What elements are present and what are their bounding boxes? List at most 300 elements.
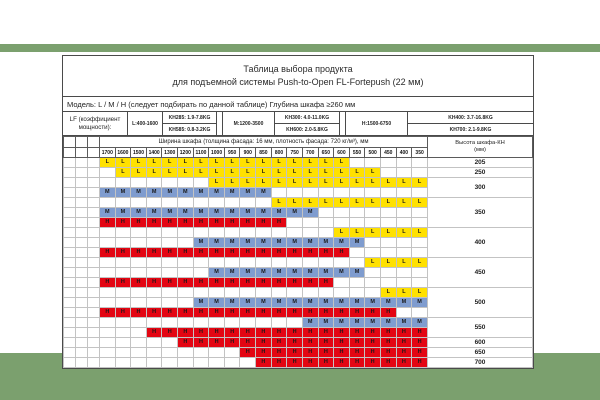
lf-kh-L-row1: KH285: 1.9-7.8KG [163,112,216,124]
band-cell-L: L [365,178,381,188]
grid-cell-empty [131,298,147,308]
empty-cell [64,188,76,198]
grid-cell-empty [193,178,209,188]
grid-cell-empty [240,258,256,268]
empty-cell [64,148,76,158]
width-value: 450 [380,148,396,158]
grid-cell-empty [349,248,365,258]
width-value: 550 [349,148,365,158]
grid-cell-empty [318,188,334,198]
band-cell-H: H [240,348,256,358]
band-cell-H: H [318,348,334,358]
grid-cell-empty [271,318,287,328]
band-cell-H: H [256,308,272,318]
lf-kh-M-row1: KH300: 4.0-11.0KG [275,112,339,124]
band-cell-M: M [100,188,116,198]
band-cell-H: H [162,278,178,288]
band-cell-H: H [302,338,318,348]
band-cell-L: L [349,178,365,188]
band-cell-L: L [302,168,318,178]
height-value: 205 [428,158,533,168]
grid-cell-empty [412,158,428,168]
band-cell-H: H [100,278,116,288]
band-cell-L: L [365,228,381,238]
band-cell-H: H [240,218,256,228]
empty-cell [88,338,100,348]
band-cell-M: M [209,188,225,198]
band-cell-H: H [349,358,365,368]
band-cell-M: M [240,188,256,198]
band-cell-M: M [193,238,209,248]
grid-cell-empty [209,348,225,358]
empty-cell [64,268,76,278]
band-cell-H: H [256,278,272,288]
grid-cell-empty [162,298,178,308]
grid-cell-empty [209,228,225,238]
band-cell-M: M [178,188,194,198]
band-cell-H: H [271,248,287,258]
grid-cell-empty [287,228,303,238]
grid-cell-empty [365,278,381,288]
band-cell-L: L [271,168,287,178]
band-cell-M: M [318,318,334,328]
band-cell-H: H [412,328,428,338]
band-cell-H: H [224,248,240,258]
width-value: 1400 [146,148,162,158]
grid-cell-empty [412,208,428,218]
grid-cell-empty [287,318,303,328]
band-cell-H: H [287,308,303,318]
top-green-band [0,44,600,52]
grid-cell-empty [240,288,256,298]
grid-row [64,198,533,208]
grid-cell-empty [115,298,131,308]
band-cell-H: H [365,308,381,318]
band-cell-M: M [302,298,318,308]
band-cell-L: L [396,288,412,298]
band-cell-H: H [334,328,350,338]
grid-cell-empty [131,338,147,348]
grid-cell-empty [318,208,334,218]
band-cell-H: H [224,328,240,338]
band-cell-H: H [318,338,334,348]
band-cell-M: M [302,238,318,248]
grid-row [64,158,533,168]
band-cell-H: H [178,328,194,338]
band-cell-H: H [287,348,303,358]
grid-cell-empty [178,268,194,278]
empty-cell [64,208,76,218]
band-cell-H: H [271,338,287,348]
grid-cell-empty [100,238,116,248]
grid-cell-empty [115,348,131,358]
grid-cell-empty [334,278,350,288]
grid-cell-empty [287,188,303,198]
grid-cell-empty [146,318,162,328]
band-cell-M: M [224,208,240,218]
band-cell-M: M [287,298,303,308]
band-cell-H: H [287,278,303,288]
band-cell-H: H [240,248,256,258]
empty-cell [88,298,100,308]
grid-cell-empty [334,188,350,198]
empty-cell [64,358,76,368]
grid-cell-empty [100,258,116,268]
grid-cell-empty [412,268,428,278]
grid-cell-empty [100,288,116,298]
grid-cell-empty [256,258,272,268]
band-cell-H: H [131,278,147,288]
band-cell-H: H [271,358,287,368]
band-cell-L: L [162,168,178,178]
empty-cell [88,288,100,298]
grid-cell-empty [100,228,116,238]
grid-cell-empty [396,248,412,258]
grid-cell-empty [412,308,428,318]
grid-cell-empty [115,268,131,278]
grid-cell-empty [178,348,194,358]
grid-cell-empty [349,278,365,288]
width-value: 1100 [193,148,209,158]
grid-cell-empty [131,198,147,208]
grid-cell-empty [209,198,225,208]
band-cell-H: H [193,278,209,288]
empty-cell [64,218,76,228]
band-cell-H: H [318,308,334,318]
band-cell-H: H [131,218,147,228]
grid-cell-empty [302,218,318,228]
band-cell-H: H [256,248,272,258]
band-cell-M: M [271,268,287,278]
band-cell-M: M [302,268,318,278]
grid-cell-empty [115,358,131,368]
grid-cell-empty [365,218,381,228]
empty-cell [88,318,100,328]
grid-cell-empty [100,318,116,328]
grid-cell-empty [162,338,178,348]
empty-cell [88,198,100,208]
band-cell-H: H [178,278,194,288]
grid-cell-empty [365,268,381,278]
empty-cell [76,218,88,228]
band-cell-L: L [271,178,287,188]
band-cell-H: H [162,328,178,338]
band-cell-L: L [193,158,209,168]
lf-kh-H-row1: KH400: 3.7-16.8KG [408,112,533,124]
band-cell-M: M [334,318,350,328]
empty-cell [76,288,88,298]
grid-cell-empty [412,188,428,198]
grid-cell-empty [349,208,365,218]
band-cell-L: L [318,178,334,188]
width-value: 400 [396,148,412,158]
empty-cell [88,178,100,188]
band-cell-H: H [240,338,256,348]
grid-cell-empty [396,308,412,318]
band-cell-H: H [271,278,287,288]
band-cell-M: M [380,298,396,308]
band-cell-M: M [209,298,225,308]
width-value: 750 [287,148,303,158]
band-cell-H: H [412,338,428,348]
band-cell-M: M [224,268,240,278]
empty-cell [76,198,88,208]
band-cell-H: H [115,308,131,318]
empty-cell [64,248,76,258]
band-cell-H: H [334,248,350,258]
band-cell-H: H [115,278,131,288]
band-cell-M: M [224,238,240,248]
band-cell-L: L [334,158,350,168]
band-cell-L: L [131,158,147,168]
grid-cell-empty [396,278,412,288]
band-cell-H: H [100,308,116,318]
table-title [63,56,533,97]
empty-cell [64,178,76,188]
empty-cell [76,328,88,338]
band-cell-H: H [302,358,318,368]
grid-cell-empty [131,288,147,298]
grid-cell-empty [209,258,225,268]
grid-cell-empty [334,208,350,218]
grid-cell-empty [318,218,334,228]
height-header: Высота шкафа-КН (мм) [428,137,533,158]
band-cell-M: M [115,208,131,218]
grid-cell-empty [178,258,194,268]
grid-cell-empty [131,348,147,358]
band-cell-H: H [131,248,147,258]
band-cell-L: L [287,198,303,208]
grid-cell-empty [146,238,162,248]
band-cell-L: L [412,178,428,188]
grid-cell-empty [396,168,412,178]
band-cell-H: H [100,248,116,258]
empty-cell [76,278,88,288]
empty-cell [76,338,88,348]
band-cell-H: H [365,328,381,338]
grid-cell-empty [146,348,162,358]
empty-cell [76,208,88,218]
empty-cell [88,137,100,148]
band-cell-L: L [349,198,365,208]
band-cell-H: H [146,278,162,288]
grid-cell-empty [334,288,350,298]
grid-cell-empty [349,158,365,168]
band-cell-H: H [334,308,350,318]
band-cell-H: H [349,308,365,318]
grid-cell-empty [365,288,381,298]
band-cell-L: L [349,228,365,238]
band-cell-H: H [209,328,225,338]
grid-cell-empty [271,228,287,238]
grid-cell-empty [162,228,178,238]
band-cell-M: M [334,298,350,308]
band-cell-L: L [396,228,412,238]
band-cell-L: L [115,158,131,168]
band-cell-M: M [334,268,350,278]
grid-cell-empty [162,268,178,278]
grid-cell-empty [365,238,381,248]
grid-cell-empty [380,208,396,218]
grid-cell-empty [209,358,225,368]
band-cell-H: H [318,278,334,288]
band-cell-H: H [334,338,350,348]
empty-cell [76,148,88,158]
grid-cell-empty [193,348,209,358]
band-cell-M: M [131,208,147,218]
band-cell-H: H [256,358,272,368]
empty-cell [76,298,88,308]
empty-cell [88,218,100,228]
grid-cell-empty [302,228,318,238]
grid-cell-empty [349,188,365,198]
band-cell-L: L [224,168,240,178]
width-header: Ширина шкафа (толщина фасада: 16 мм, плотность фасада: 720 кг/м³), мм [100,137,428,148]
band-cell-L: L [271,158,287,168]
width-value: 950 [224,148,240,158]
band-cell-H: H [412,348,428,358]
empty-cell [64,168,76,178]
lf-kh-L-row2: KH585: 0.8-3.2KG [168,126,211,133]
band-cell-M: M [146,208,162,218]
band-cell-M: M [396,298,412,308]
grid-cell-empty [193,258,209,268]
band-cell-L: L [256,178,272,188]
band-cell-M: M [412,298,428,308]
grid-cell-empty [380,188,396,198]
empty-cell [76,358,88,368]
band-cell-H: H [193,308,209,318]
grid-cell-empty [193,228,209,238]
band-cell-L: L [365,168,381,178]
grid-cell-empty [349,288,365,298]
grid-cell-empty [100,358,116,368]
band-cell-H: H [256,218,272,228]
band-cell-H: H [115,248,131,258]
empty-cell [76,228,88,238]
band-cell-L: L [380,178,396,188]
band-cell-M: M [193,188,209,198]
band-cell-H: H [162,248,178,258]
band-cell-L: L [240,158,256,168]
band-cell-H: H [412,358,428,368]
band-cell-H: H [162,308,178,318]
empty-cell [64,328,76,338]
grid-cell-empty [100,328,116,338]
band-cell-H: H [193,248,209,258]
grid-cell-empty [224,288,240,298]
empty-cell [64,258,76,268]
empty-cell [76,308,88,318]
band-cell-L: L [349,168,365,178]
band-cell-M: M [224,188,240,198]
band-cell-H: H [380,328,396,338]
band-cell-L: L [412,288,428,298]
band-cell-M: M [318,238,334,248]
grid-row [64,358,533,368]
band-cell-H: H [396,338,412,348]
empty-cell [88,268,100,278]
band-cell-H: H [365,338,381,348]
empty-cell [64,298,76,308]
band-cell-H: H [271,218,287,228]
empty-cell [64,137,76,148]
band-cell-M: M [178,208,194,218]
band-cell-L: L [240,168,256,178]
band-cell-M: M [302,208,318,218]
band-cell-H: H [271,328,287,338]
band-cell-M: M [209,268,225,278]
band-cell-L: L [365,258,381,268]
grid-cell-empty [193,288,209,298]
band-cell-L: L [302,158,318,168]
grid-cell-empty [146,288,162,298]
band-cell-L: L [412,198,428,208]
band-cell-H: H [178,308,194,318]
grid-cell-empty [162,198,178,208]
band-cell-L: L [380,288,396,298]
band-cell-L: L [115,168,131,178]
band-cell-M: M [271,208,287,218]
band-cell-H: H [209,308,225,318]
band-cell-M: M [334,238,350,248]
band-cell-M: M [131,188,147,198]
lf-range-L: L:400-1600 [128,112,163,135]
grid-cell-empty [115,328,131,338]
grid-cell-empty [380,168,396,178]
empty-cell [76,248,88,258]
band-cell-H: H [224,218,240,228]
title-line-1: Таблица выбора продукта [243,64,353,74]
empty-cell [64,228,76,238]
band-cell-H: H [209,218,225,228]
grid-cell-empty [131,318,147,328]
height-value: 300 [428,178,533,198]
band-cell-H: H [256,338,272,348]
band-cell-M: M [146,188,162,198]
band-cell-L: L [224,178,240,188]
band-cell-M: M [349,238,365,248]
width-value: 1200 [178,148,194,158]
grid-cell-empty [162,318,178,328]
grid-cell-empty [193,358,209,368]
band-cell-H: H [396,358,412,368]
band-cell-H: H [146,328,162,338]
band-cell-H: H [178,218,194,228]
grid-cell-empty [131,258,147,268]
grid-cell-empty [271,288,287,298]
grid-cell-empty [256,198,272,208]
grid-cell-empty [100,268,116,278]
grid-cell-empty [380,218,396,228]
grid-cell-empty [412,168,428,178]
grid-cell-empty [100,298,116,308]
grid-cell-empty [412,218,428,228]
band-cell-H: H [287,358,303,368]
empty-cell [88,278,100,288]
band-cell-H: H [209,248,225,258]
band-cell-H: H [224,308,240,318]
band-cell-H: H [209,278,225,288]
grid-cell-empty [256,228,272,238]
width-value: 350 [412,148,428,158]
band-cell-M: M [115,188,131,198]
band-cell-M: M [349,318,365,328]
band-cell-H: H [380,358,396,368]
grid-cell-empty [131,238,147,248]
band-cell-H: H [380,348,396,358]
band-cell-H: H [209,338,225,348]
